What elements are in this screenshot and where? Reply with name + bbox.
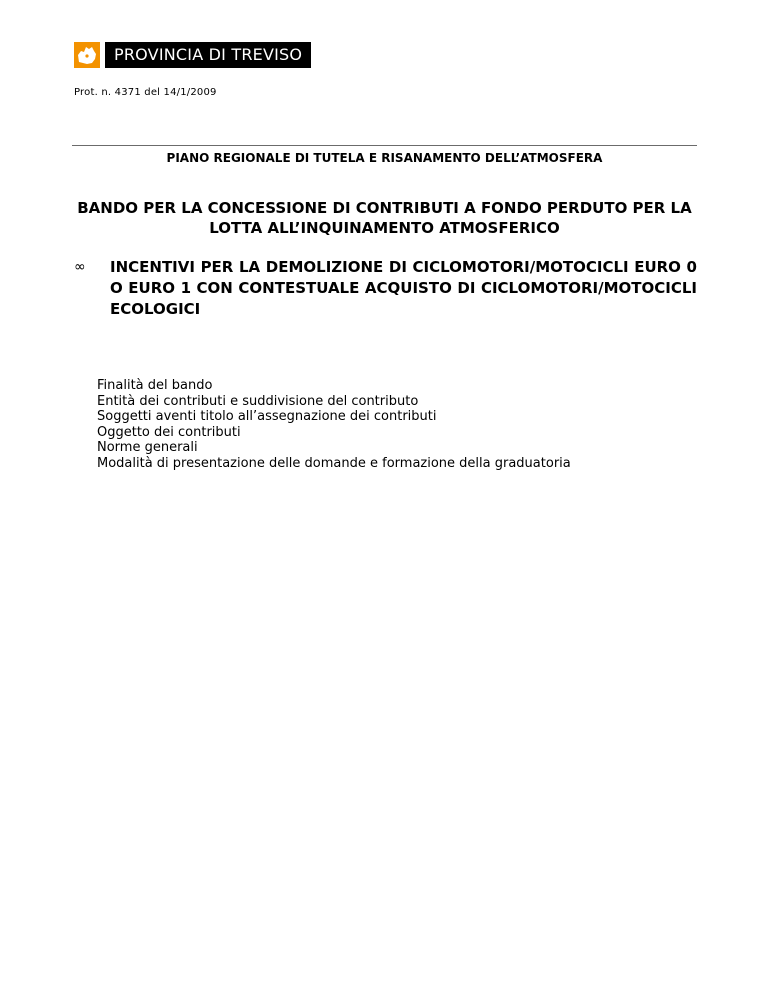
toc-item: Norme generali xyxy=(97,440,198,455)
toc-item: Soggetti aventi titolo all’assegnazione dei contributi xyxy=(97,409,437,424)
toc-item: Entità dei contributi e suddivisione del contributo xyxy=(97,393,419,409)
bando-title-line-2: LOTTA ALL’INQUINAMENTO ATMOSFERICO xyxy=(209,219,560,237)
infinity-bullet-icon: ∞ xyxy=(74,259,86,275)
incentive-bullet xyxy=(74,257,697,320)
bando-title-line-1: BANDO PER LA CONCESSIONE DI CONTRIBUTI A FONDO PERDUTO PER LA xyxy=(77,199,692,217)
horizontal-divider xyxy=(72,145,697,146)
organization-name: PROVINCIA DI TREVISO xyxy=(105,42,311,68)
table-of-contents xyxy=(97,378,571,471)
plan-title: PIANO REGIONALE DI TUTELA E RISANAMENTO DELL’ATMOSFERA xyxy=(166,151,603,165)
incentive-heading: INCENTIVI PER LA DEMOLIZIONE DI CICLOMOTORI/MOTOCICLI EURO 0 O EURO 1 CON CONTESTUALE ACQUISTO DI CICLOMOTORI/MOTOCICLI ECOLOGICI xyxy=(110,258,697,318)
bando-title xyxy=(72,198,697,238)
province-emblem-icon xyxy=(74,42,100,68)
toc-item: Oggetto dei contributi xyxy=(97,424,241,440)
toc-item: Modalità di presentazione delle domande e formazione della graduatoria xyxy=(97,455,571,471)
header-logo xyxy=(74,42,311,68)
protocol-number: Prot. n. 4371 del 14/1/2009 xyxy=(74,87,217,98)
toc-item: Finalità del bando xyxy=(97,378,213,393)
